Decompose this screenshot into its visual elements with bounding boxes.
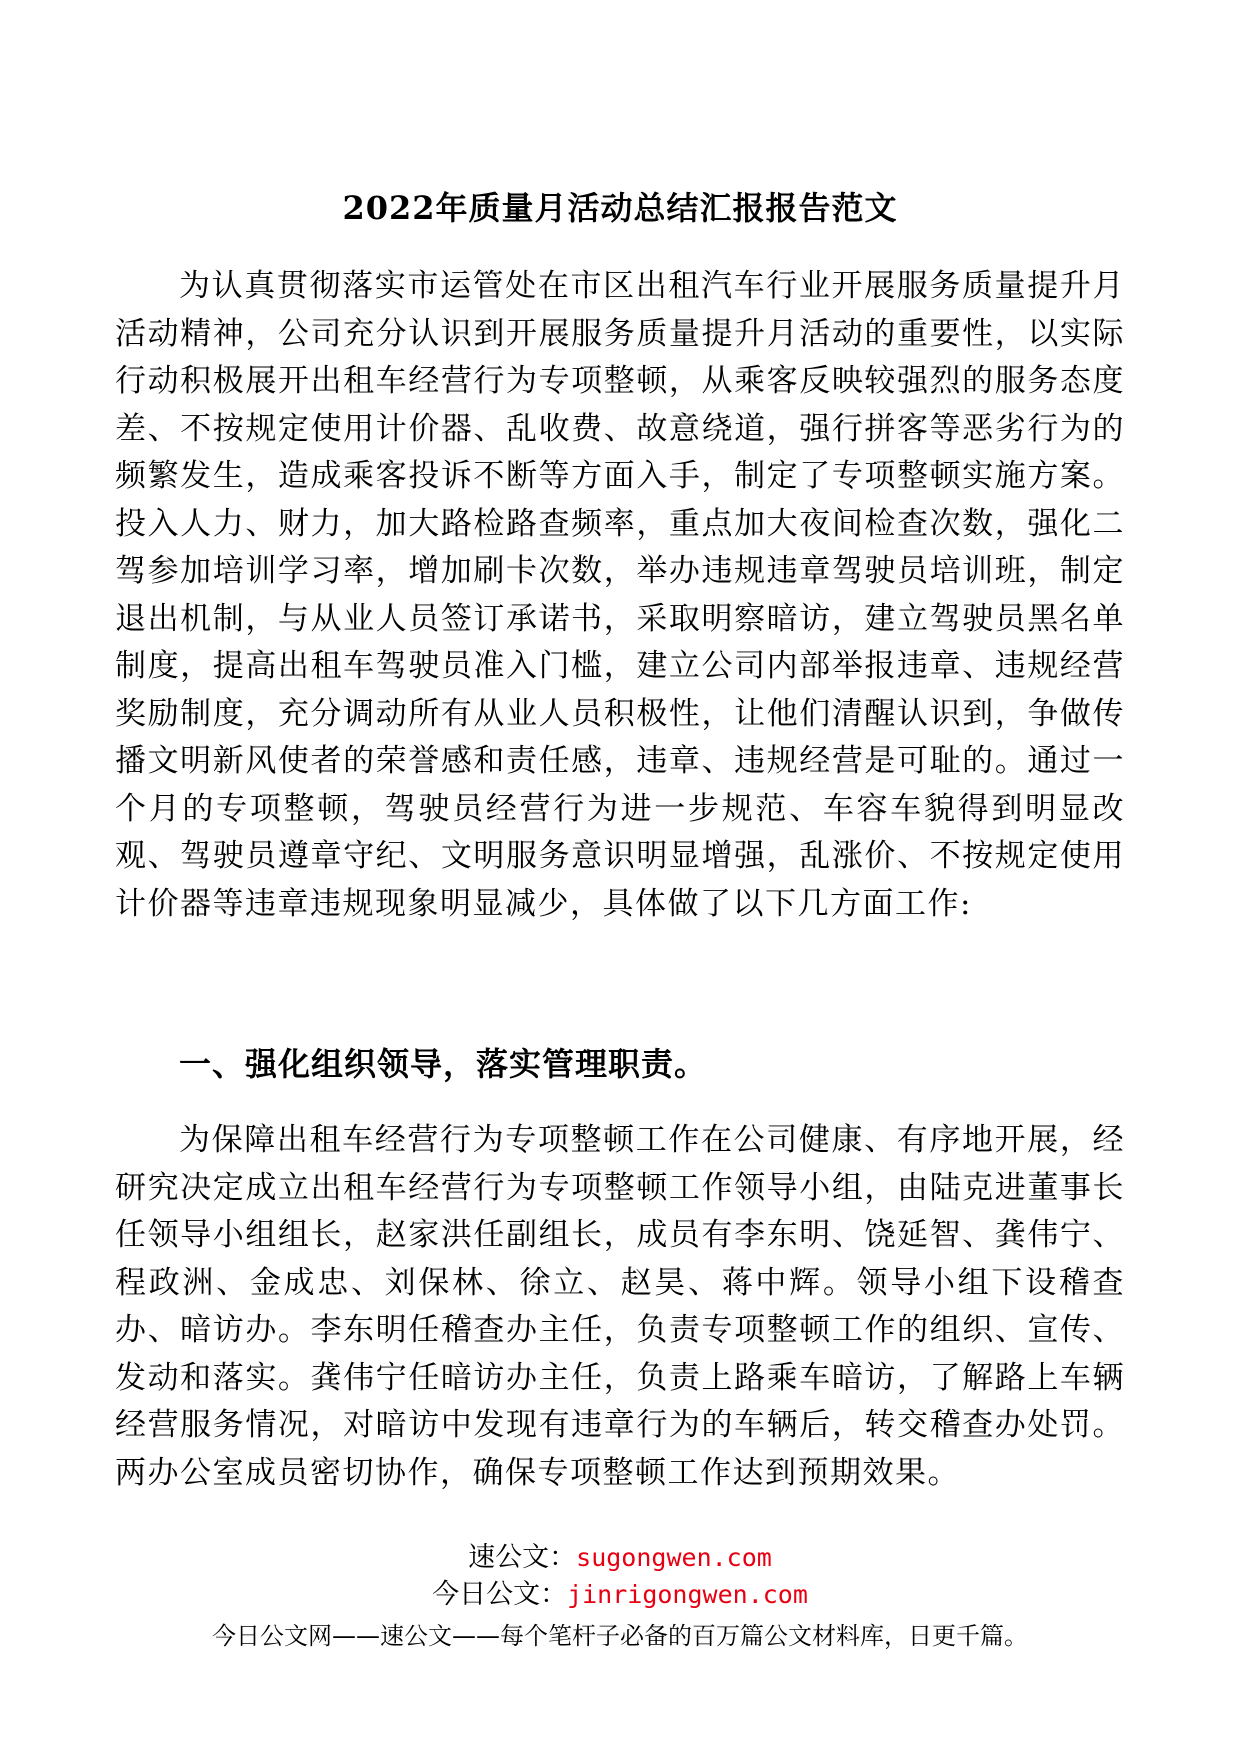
footer-sugongwen-label: 速公文： bbox=[468, 1542, 577, 1573]
footer-sugongwen-link[interactable]: sugongwen.com bbox=[576, 1543, 772, 1572]
footer-jinrigongwen-label: 今日公文： bbox=[432, 1579, 568, 1610]
section-heading: 一、强化组织领导，落实管理职责。 bbox=[179, 1045, 708, 1083]
footer-tagline: 今日公文网——速公文——每个笔杆子必备的百万篇公文材料库，日更千篇。 bbox=[212, 1622, 1028, 1650]
section-paragraph: 为保障出租车经营行为专项整顿工作在公司健康、有序地开展，经研究决定成立出租车经营行为专项整顿工作领导小组，由陆克进董事长任领导小组组长，赵家洪任副组长，成员有李东明、饶延智、龚伟宁、程政洲、金成忠、刘保林、徐立、赵昊、蒋中辉。领导小组下设稽查办、暗访办。李东明任稽查办主任，负责专项整顿工作的组织、宣传、发动和落实。龚伟宁任暗访办主任，负责上路乘车暗访，了解路上车辆经营服务情况，对暗访中发现有违章行为的车辆后，转交稽查办处罚。两办公室成员密切协作，确保专项整顿工作达到预期效果。 bbox=[115, 1122, 1125, 1491]
document-title: 2022年质量月活动总结汇报报告范文 bbox=[342, 189, 898, 227]
intro-paragraph: 为认真贯彻落实市运管处在市区出租汽车行业开展服务质量提升月活动精神，公司充分认识到开展服务质量提升月活动的重要性，以实际行动积极展开出租车经营行为专项整顿，从乘客反映较强烈的服务态度差、不按规定使用计价器、乱收费、故意绕道，强行拼客等恶劣行为的频繁发生，造成乘客投诉不断等方面入手，制定了专项整顿实施方案。投入人力、财力，加大路检路查频率，重点加大夜间检查次数，强化二驾参加培训学习率，增加刷卡次数，举办违规违章驾驶员培训班，制定退出机制，与从业人员签订承诺书，采取明察暗访，建立驾驶员黑名单制度，提高出租车驾驶员准入门槛，建立公司内部举报违章、违规经营奖励制度，充分调动所有从业人员积极性，让他们清醒认识到，争做传播文明新风使者的荣誉感和责任感，违章、违规经营是可耻的。通过一个月的专项整顿，驾驶员经营行为进一步规范、车容车貌得到明显改观、驾驶员遵章守纪、文明服务意识明显增强，乱涨价、不按规定使用计价器等违章违规现象明显减少，具体做了以下几方面工作: bbox=[115, 268, 1125, 922]
footer-line-jinrigongwen bbox=[0, 1577, 1240, 1613]
footer-line-sugongwen bbox=[0, 1540, 1240, 1576]
footer-jinrigongwen-link[interactable]: jinrigongwen.com bbox=[567, 1580, 808, 1609]
